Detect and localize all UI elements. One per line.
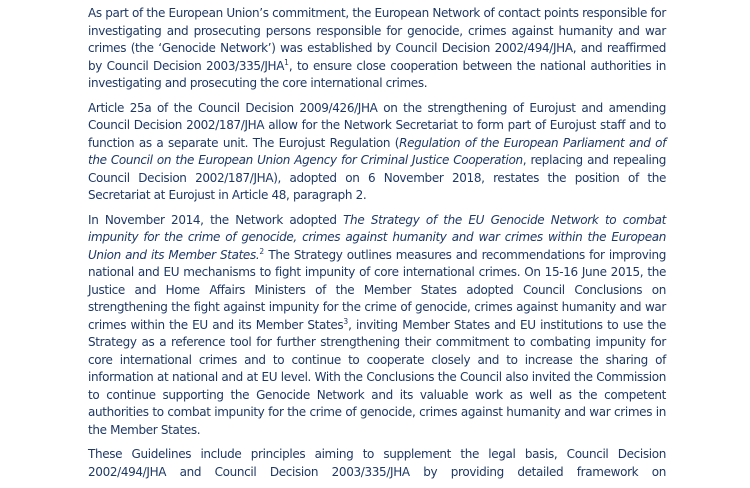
footnote-ref-1: 1 xyxy=(284,57,289,67)
paragraph-genocide-network-establishment xyxy=(88,5,666,93)
text-run: , to ensure close cooperation between the national authorities in investigating and prosecuting the core international crimes. xyxy=(88,58,666,90)
paragraph-strategy-and-council-conclusions xyxy=(88,212,666,440)
italic-run-eurojust-regulation-title: Regulation of the European Parliament and of the Council on the European Union Agency for Criminal Justice Cooperation xyxy=(88,135,666,167)
document-body xyxy=(88,0,666,488)
paragraph-guidelines-purpose xyxy=(88,446,666,481)
text-run: , inviting Member States and EU institutions to use the Strategy as a reference tool for further strengthening their commitment to combating impunity for core international crimes and to continue to cooperate closely and to increase the sharing of information at national and at EU level. With the Conclusions the Council also invited the Commission to continue supporting the Genocide Network and its valuable work as well as the competent authorities to combat impunity for the crime of genocide, crimes against humanity and war crimes in the Member States. xyxy=(88,317,667,437)
text-run: As part of the European Union’s commitment, the European Network of contact points responsible for investigating and prosecuting persons responsible for genocide, crimes against humanity and war crimes (the ‘Genocide Network’) was established by Council Decision 2002/494/JHA, and reaffirmed by Council Decision 2003/335/JHA xyxy=(88,6,666,73)
paragraph-eurojust-secretariat xyxy=(88,100,666,205)
footnote-ref-3: 3 xyxy=(343,316,349,326)
text-run: , replacing and repealing Council Decision 2002/187/JHA), adopted on 6 November 2018, restates the position of the Secretariat at Eurojust in Article 48, paragraph 2. xyxy=(88,153,666,202)
text-run: These Guidelines include principles aiming to supplement the legal basis, Council Decision 2002/494/JHA and Council Decision 2003/335/JHA by providing detailed framework on xyxy=(88,447,666,479)
text-run: In November 2014, the Network adopted xyxy=(88,212,344,227)
text-run: Article 25a of the Council Decision 2009/426/JHA on the strengthening of Eurojust and amending Council Decision 2002/187/JHA allow for the Network Secretariat to form part of Eurojust staff and to function as a separate unit. The Eurojust Regulation ( xyxy=(88,100,666,150)
text-run: The Strategy outlines measures and recommendations for improving national and EU mechanisms to fight impunity of core international crimes. On 15-16 June 2015, the Justice and Home Affairs Ministers of the Member States adopted Council Conclusions on strengthening the fight against impunity for the crime of genocide, crimes against humanity and war crimes within the EU and its Member States xyxy=(88,247,666,332)
footnote-ref-2: 2 xyxy=(259,246,265,256)
italic-run-strategy-title: The Strategy of the EU Genocide Network to combat impunity for the crime of genocide, crimes against humanity and war crimes within the European Union and its Member States. xyxy=(88,212,666,262)
